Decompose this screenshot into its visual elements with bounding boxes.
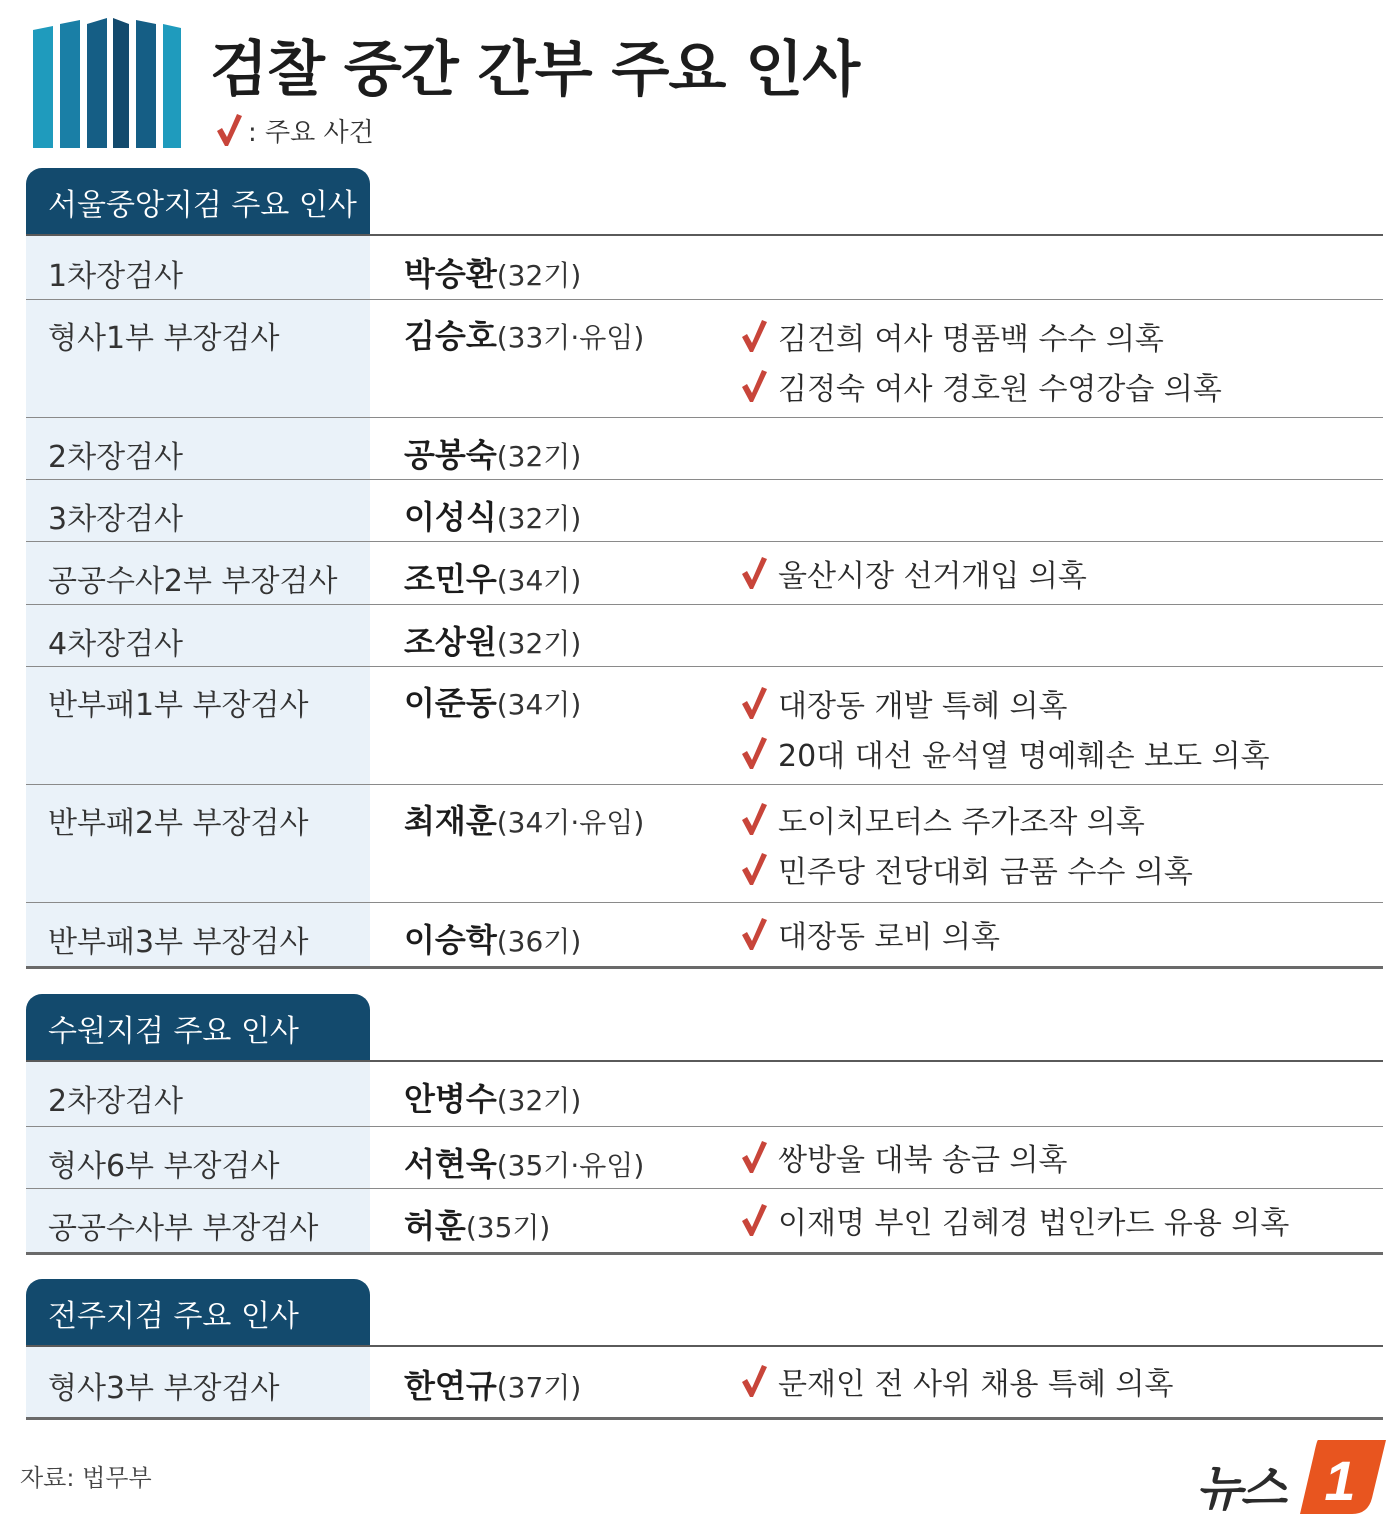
person-name: 이준동	[404, 684, 497, 722]
cases-cell	[714, 1062, 1383, 1126]
personnel-table	[26, 1060, 1383, 1255]
page-title: 검찰 중간 간부 주요 인사	[210, 35, 860, 105]
brand-name: 뉴스	[1196, 1461, 1285, 1517]
position-cell: 4차장검사	[26, 605, 370, 666]
name-cell	[370, 1062, 714, 1126]
name-cell	[370, 418, 714, 479]
position-cell: 형사1부 부장검사	[26, 300, 370, 417]
personnel-table	[26, 1345, 1383, 1420]
section-title: 수원지검 주요 인사	[26, 994, 370, 1062]
case-text: 대장동 개발 특혜 의혹	[778, 689, 1068, 724]
case-item	[740, 311, 1383, 361]
check-mark-icon	[216, 113, 242, 147]
cases-cell	[714, 785, 1383, 902]
legend	[216, 110, 374, 150]
person-name: 조민우	[404, 560, 497, 598]
table-row	[26, 299, 1383, 417]
case-text: 이재명 부인 김혜경 법인카드 유용 의혹	[778, 1206, 1290, 1241]
case-item	[740, 678, 1383, 728]
cases-cell	[714, 667, 1383, 784]
table-row	[26, 417, 1383, 479]
person-name: 김승호	[404, 317, 497, 355]
check-mark-icon	[740, 1203, 768, 1237]
check-mark-icon	[740, 852, 768, 886]
position-cell: 형사6부 부장검사	[26, 1127, 370, 1188]
person-name: 조상원	[404, 623, 497, 661]
name-cell	[370, 1127, 714, 1188]
table-row	[26, 236, 1383, 299]
person-name: 박승환	[404, 255, 497, 293]
person-info: (34기)	[496, 688, 582, 721]
prosecution-logo-icon	[33, 18, 193, 148]
table-row	[26, 1188, 1383, 1252]
cases-cell	[714, 300, 1383, 417]
table-row	[26, 1126, 1383, 1188]
position-cell: 공공수사2부 부장검사	[26, 542, 370, 604]
case-text: 문재인 전 사위 채용 특혜 의혹	[778, 1367, 1174, 1402]
cases-cell	[714, 418, 1383, 479]
source-credit: 자료: 법무부	[20, 1464, 152, 1492]
person-name: 공봉숙	[404, 436, 497, 474]
person-name: 안병수	[404, 1080, 497, 1118]
name-cell	[370, 300, 714, 417]
check-mark-icon	[740, 1364, 768, 1398]
case-item	[740, 909, 1383, 959]
personnel-table	[26, 234, 1383, 969]
cases-cell	[714, 1347, 1383, 1417]
case-item	[740, 1356, 1383, 1406]
table-row	[26, 1347, 1383, 1417]
name-cell	[370, 480, 714, 541]
infographic-header	[0, 0, 1400, 160]
case-item	[740, 844, 1383, 894]
person-info: (36기)	[496, 925, 582, 958]
name-cell	[370, 903, 714, 966]
case-item	[740, 548, 1383, 598]
person-info: (32기)	[496, 1084, 582, 1117]
position-cell: 형사3부 부장검사	[26, 1347, 370, 1417]
case-text: 20대 대선 윤석열 명예훼손 보도 의혹	[778, 739, 1270, 774]
table-row	[26, 902, 1383, 966]
person-info: (34기·유임)	[496, 806, 645, 839]
person-info: (32기)	[496, 440, 582, 473]
position-cell: 공공수사부 부장검사	[26, 1189, 370, 1252]
person-info: (32기)	[496, 502, 582, 535]
check-mark-icon	[740, 1140, 768, 1174]
table-row	[26, 784, 1383, 902]
case-item	[740, 1195, 1383, 1245]
name-cell	[370, 542, 714, 604]
person-name: 이승학	[404, 921, 497, 959]
cases-cell	[714, 903, 1383, 966]
position-cell: 2차장검사	[26, 418, 370, 479]
brand-badge-icon	[1300, 1440, 1386, 1514]
case-item	[740, 361, 1383, 411]
name-cell	[370, 785, 714, 902]
check-mark-icon	[740, 686, 768, 720]
name-cell	[370, 236, 714, 299]
person-name: 서현욱	[404, 1145, 497, 1183]
case-item	[740, 1132, 1383, 1182]
cases-cell	[714, 605, 1383, 666]
name-cell	[370, 1189, 714, 1252]
name-cell	[370, 605, 714, 666]
position-cell: 반부패1부 부장검사	[26, 667, 370, 784]
person-info: (34기)	[496, 564, 582, 597]
case-item	[740, 794, 1383, 844]
person-info: (35기)	[465, 1211, 551, 1244]
table-row	[26, 479, 1383, 541]
cases-cell	[714, 1189, 1383, 1252]
case-text: 울산시장 선거개입 의혹	[778, 559, 1087, 594]
person-name: 이성식	[404, 498, 497, 536]
brand-badge-text: 1	[1324, 1449, 1356, 1512]
check-mark-icon	[740, 556, 768, 590]
news1-logo	[1196, 1440, 1386, 1520]
section-title: 전주지검 주요 인사	[26, 1279, 370, 1347]
case-text: 쌍방울 대북 송금 의혹	[778, 1143, 1068, 1178]
position-cell: 3차장검사	[26, 480, 370, 541]
person-info: (35기·유임)	[496, 1149, 645, 1182]
person-info: (32기)	[496, 627, 582, 660]
table-row	[26, 541, 1383, 604]
person-info: (32기)	[496, 259, 582, 292]
check-mark-icon	[740, 319, 768, 353]
check-mark-icon	[740, 802, 768, 836]
cases-cell	[714, 236, 1383, 299]
check-mark-icon	[740, 369, 768, 403]
legend-label: : 주요 사건	[248, 117, 374, 148]
table-row	[26, 666, 1383, 784]
person-name: 허훈	[404, 1207, 466, 1245]
position-cell: 1차장검사	[26, 236, 370, 299]
table-row	[26, 1062, 1383, 1126]
case-item	[740, 728, 1383, 778]
case-text: 김정숙 여사 경호원 수영강습 의혹	[778, 372, 1222, 407]
case-text: 대장동 로비 의혹	[778, 920, 1000, 955]
person-info: (37기)	[496, 1371, 582, 1404]
person-name: 최재훈	[404, 802, 497, 840]
position-cell: 반부패2부 부장검사	[26, 785, 370, 902]
case-text: 김건희 여사 명품백 수수 의혹	[778, 322, 1164, 357]
name-cell	[370, 667, 714, 784]
section-title: 서울중앙지검 주요 인사	[26, 168, 370, 236]
position-cell: 2차장검사	[26, 1062, 370, 1126]
case-text: 민주당 전당대회 금품 수수 의혹	[778, 855, 1193, 890]
position-cell: 반부패3부 부장검사	[26, 903, 370, 966]
check-mark-icon	[740, 917, 768, 951]
name-cell	[370, 1347, 714, 1417]
cases-cell	[714, 480, 1383, 541]
person-info: (33기·유임)	[496, 321, 645, 354]
cases-cell	[714, 542, 1383, 604]
cases-cell	[714, 1127, 1383, 1188]
person-name: 한연규	[404, 1367, 497, 1405]
table-row	[26, 604, 1383, 666]
check-mark-icon	[740, 736, 768, 770]
case-text: 도이치모터스 주가조작 의혹	[778, 805, 1145, 840]
